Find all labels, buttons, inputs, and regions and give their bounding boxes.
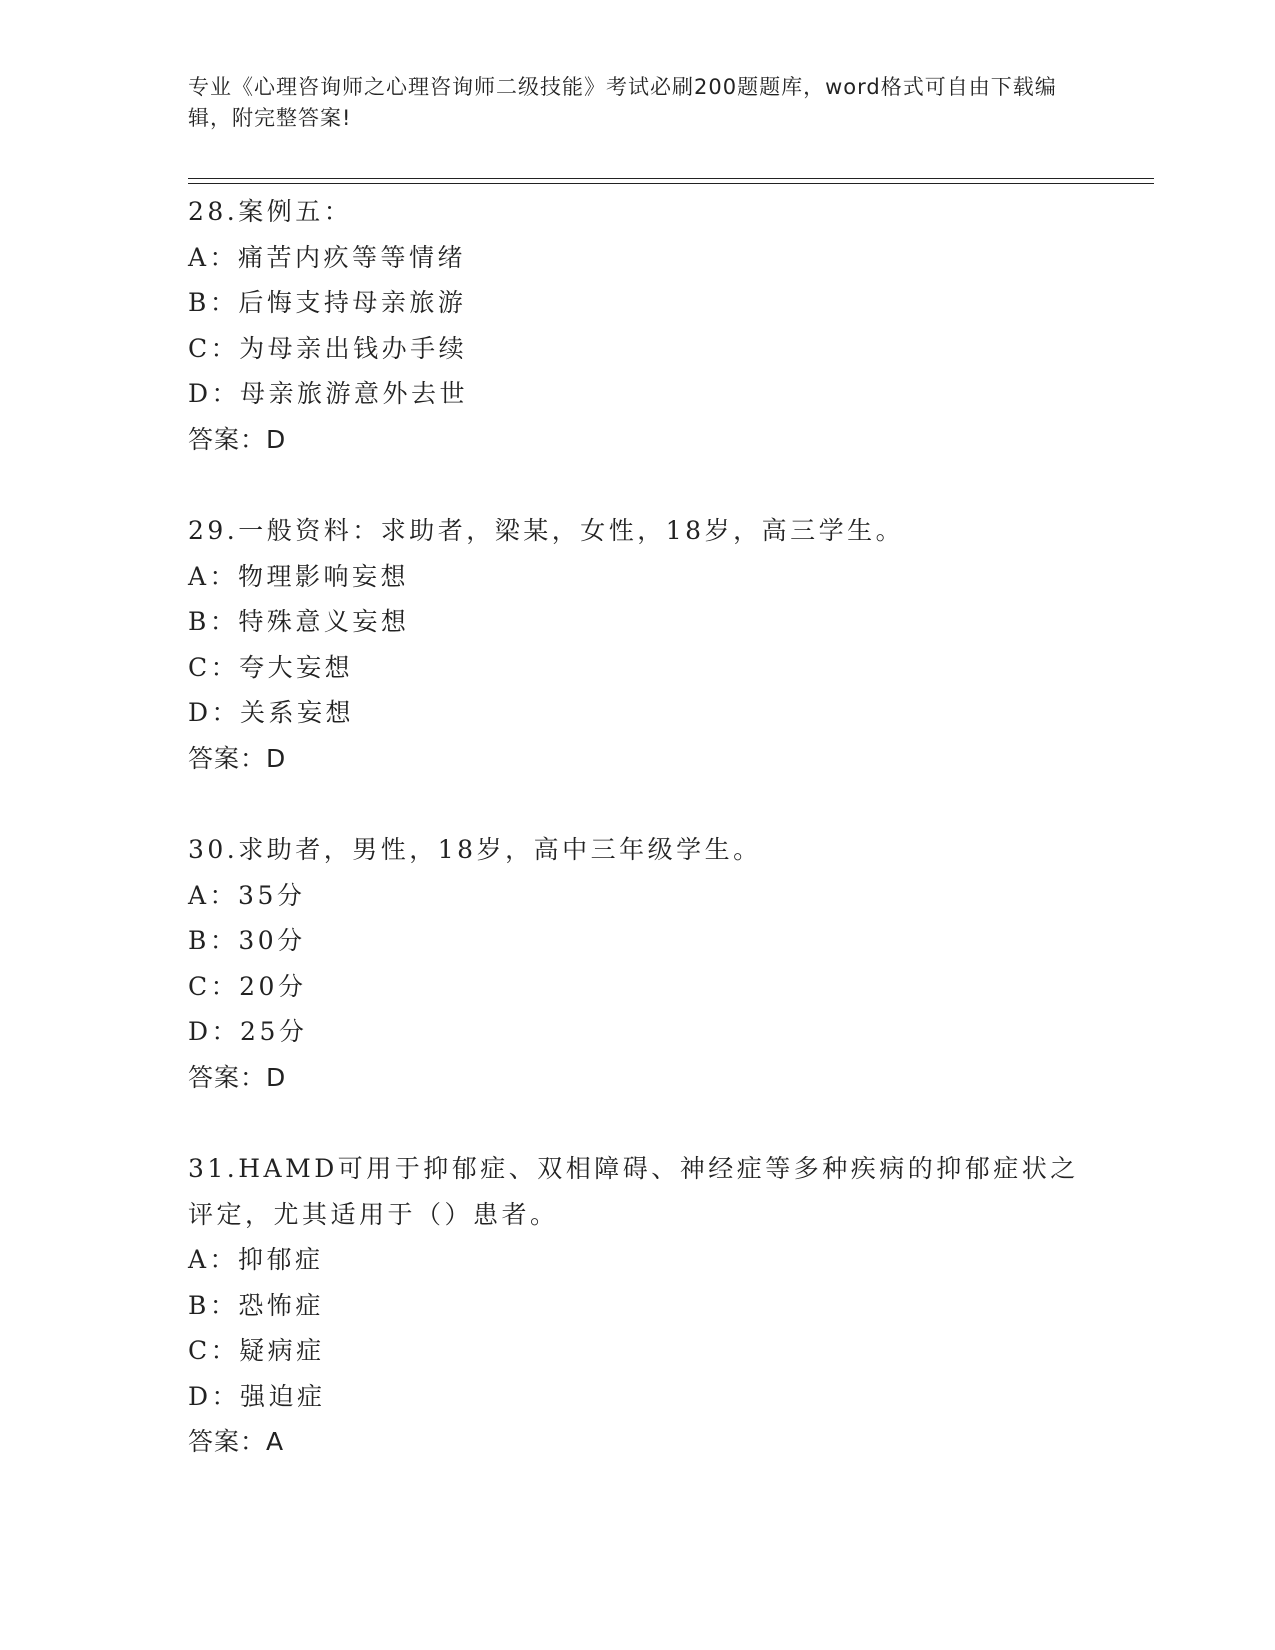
option-b: B：后悔支持母亲旅游 [188,288,467,317]
option-b: B：特殊意义妄想 [188,607,410,636]
option-d: D：关系妄想 [188,698,355,727]
question-28 [188,189,1088,462]
answer-label: 答案：D [188,743,287,773]
option-c: C：为母亲出钱办手续 [188,333,468,363]
answer-label: 答案：D [188,1062,287,1092]
option-c: C：夸大妄想 [188,652,354,682]
document-header: 专业《心理咨询师之心理咨询师二级技能》考试必刷200题题库，word格式可自由下载编辑，附完整答案! [188,75,1057,130]
question-30 [188,827,1088,1100]
question-29 [188,508,1088,781]
question-stem: 29.一般资料：求助者，梁某，女性，18岁，高三学生。 [188,516,905,545]
question-list [188,189,1088,1511]
option-b: B：30分 [188,926,306,955]
option-d: D：母亲旅游意外去世 [188,379,469,408]
question-stem: 28.案例五： [188,197,353,226]
answer-label: 答案：A [188,1427,285,1456]
question-stem: 30.求助者，男性，18岁，高中三年级学生。 [188,835,762,864]
question-stem: 31.HAMD可用于抑郁症、双相障碍、神经症等多种疾病的抑郁症状之评定，尤其适用于（）患者。 [188,1154,1079,1229]
header-divider-top [188,178,1154,179]
answer-label: 答案：D [188,424,287,454]
option-a: A：35分 [188,880,306,910]
option-d: D：强迫症 [188,1381,326,1411]
option-a: A：物理影响妄想 [188,561,410,591]
option-c: C：疑病症 [188,1336,325,1365]
option-a: A：痛苦内疚等等情绪 [188,242,467,272]
option-b: B：恐怖症 [188,1290,324,1320]
question-31 [188,1146,1088,1465]
option-c: C：20分 [188,971,307,1001]
header-divider-bottom [188,183,1154,184]
option-a: A：抑郁症 [188,1245,324,1274]
option-d: D：25分 [188,1017,308,1046]
